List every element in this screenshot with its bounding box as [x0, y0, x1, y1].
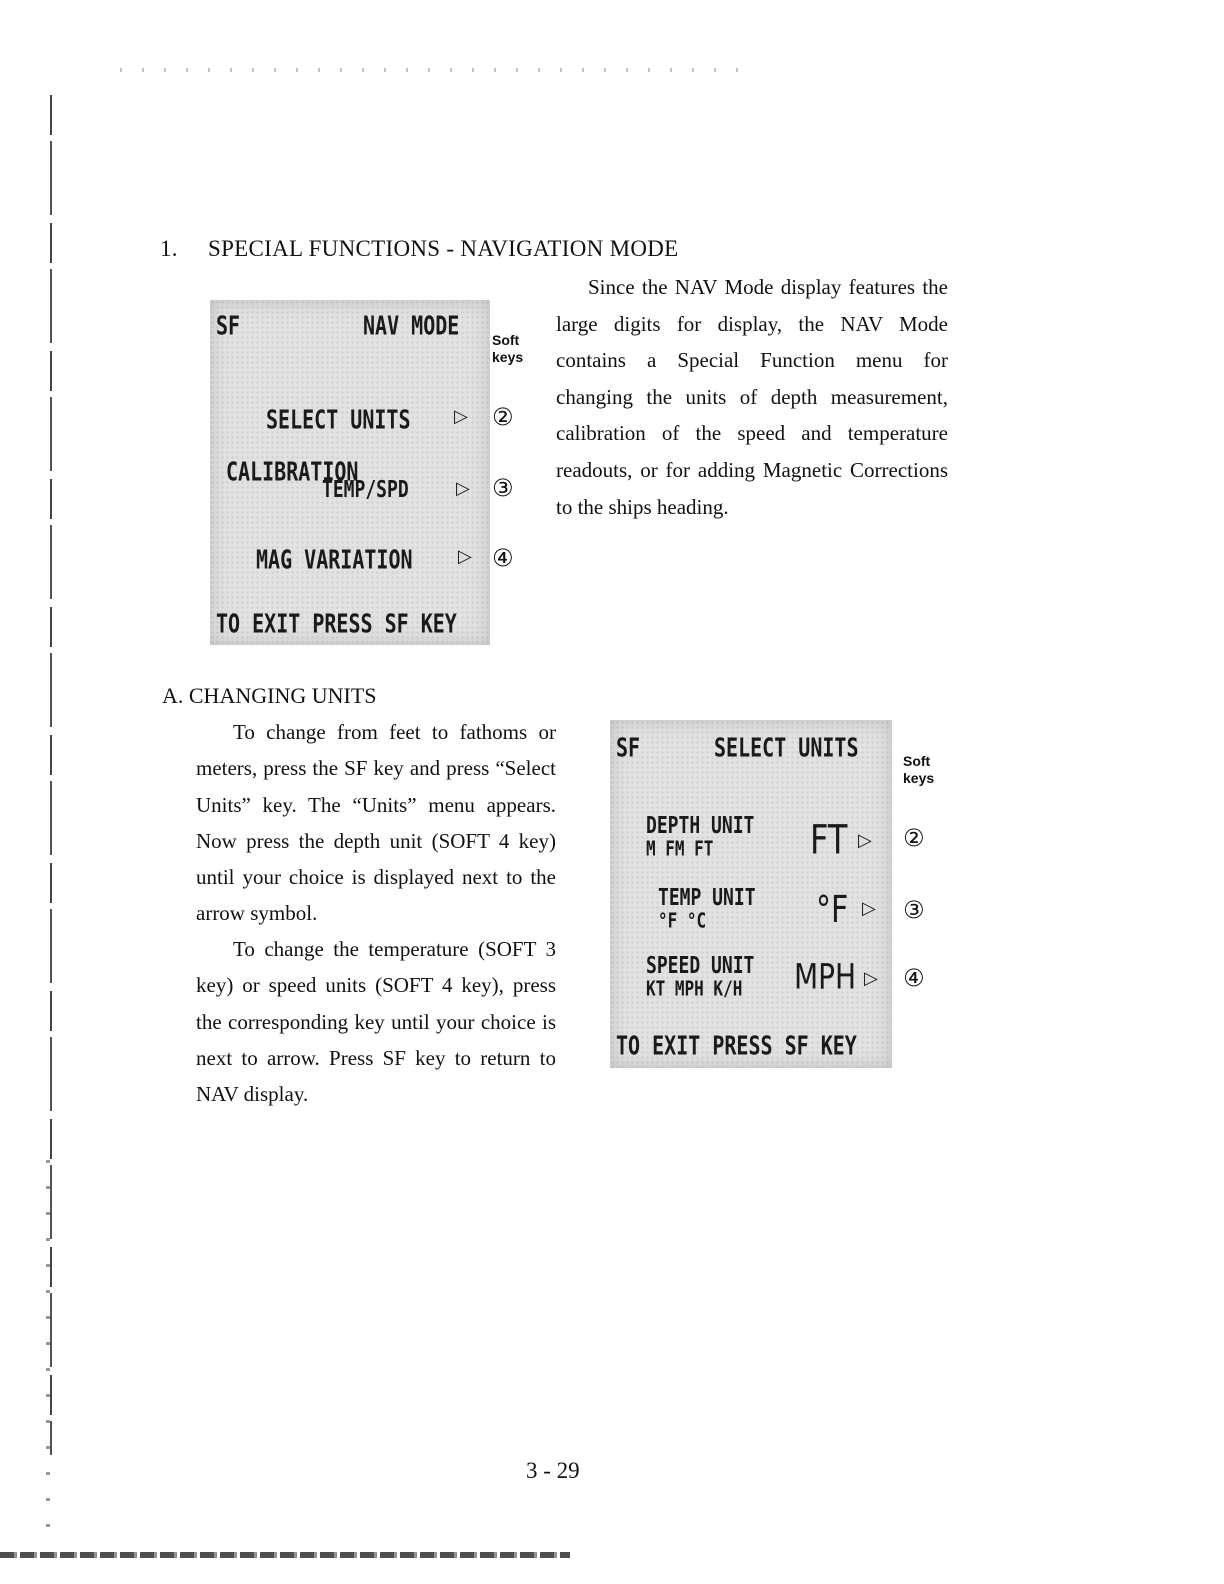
temp-unit-label: TEMP UNIT — [658, 884, 756, 912]
arrow-icon: ▷ — [454, 406, 468, 427]
arrow-icon: ▷ — [458, 546, 472, 567]
temp-unit-options: °F °C — [658, 908, 707, 933]
lcd-exit-text: TO EXIT PRESS SF KEY — [616, 1030, 857, 1062]
depth-unit-current: FT — [810, 816, 848, 864]
scan-edge-bottom — [0, 1552, 570, 1558]
scan-specks-left — [46, 1160, 50, 1540]
changing-units-paragraph-2: To change the temperature (SOFT 3 key) or speed units (SOFT 4 key), press the corresponding key until your choice is next to arrow. Press SF key to return to NAV display. — [196, 937, 556, 1107]
depth-unit-label: DEPTH UNIT — [646, 812, 755, 840]
depth-unit-options: M FM FT — [646, 836, 714, 861]
section-title: SPECIAL FUNCTIONS - NAVIGATION MODE — [208, 236, 679, 261]
lcd-sf-label: SF — [616, 732, 641, 764]
softkeys-label: Soft keys — [492, 332, 524, 365]
menu-item-calibration: CALIBRATION — [226, 456, 359, 488]
arrow-icon: ▷ — [862, 898, 876, 919]
scan-specks-top — [120, 68, 740, 72]
section-number: 1. — [160, 236, 178, 261]
page-number: 3 - 29 — [526, 1458, 580, 1483]
menu-item-calibration-sub: TEMP/SPD — [322, 476, 409, 504]
lcd-title: SELECT UNITS — [714, 732, 859, 764]
binding-edge-shadow — [50, 95, 52, 1455]
select-units-lcd-screen — [610, 720, 892, 1068]
section-heading — [160, 236, 679, 262]
changing-units-paragraph-1: To change from feet to fathoms or meters, press the SF key and press “Select Units” key. The “Units” menu appears. Now press the depth unit (SOFT 4 key) until your choice is displayed next to the arrow symbol. — [196, 720, 556, 926]
speed-unit-current: MPH — [794, 956, 857, 998]
softkey-2-icon: ② — [492, 403, 514, 431]
softkey-3-icon: ③ — [903, 896, 925, 924]
speed-unit-label: SPEED UNIT — [646, 952, 755, 980]
arrow-icon: ▷ — [864, 968, 878, 989]
lcd-sf-label: SF — [216, 310, 241, 342]
lcd-exit-text: TO EXIT PRESS SF KEY — [216, 608, 457, 640]
softkey-3-icon: ③ — [492, 474, 514, 502]
softkey-4-icon: ④ — [903, 964, 925, 992]
softkey-4-icon: ④ — [492, 544, 514, 572]
arrow-icon: ▷ — [858, 830, 872, 851]
subsection-heading: A. CHANGING UNITS — [162, 683, 377, 708]
softkeys-label: Soft keys — [903, 753, 935, 786]
menu-item-mag-variation: MAG VARIATION — [256, 544, 413, 576]
menu-item-select-units: SELECT UNITS — [266, 404, 411, 436]
temp-unit-current: °F — [816, 888, 849, 932]
nav-mode-lcd-screen — [210, 300, 490, 645]
softkey-2-icon: ② — [903, 824, 925, 852]
lcd-title: NAV MODE — [363, 310, 460, 342]
intro-paragraph: Since the NAV Mode display features the large digits for display, the NAV Mode contains a Special Function menu for changing the units of depth measurement, calibration of the speed and temperature readouts, or for adding Magnetic Corrections to the ships heading. — [556, 275, 948, 519]
arrow-icon: ▷ — [456, 478, 470, 499]
speed-unit-options: KT MPH K/H — [646, 976, 743, 1001]
